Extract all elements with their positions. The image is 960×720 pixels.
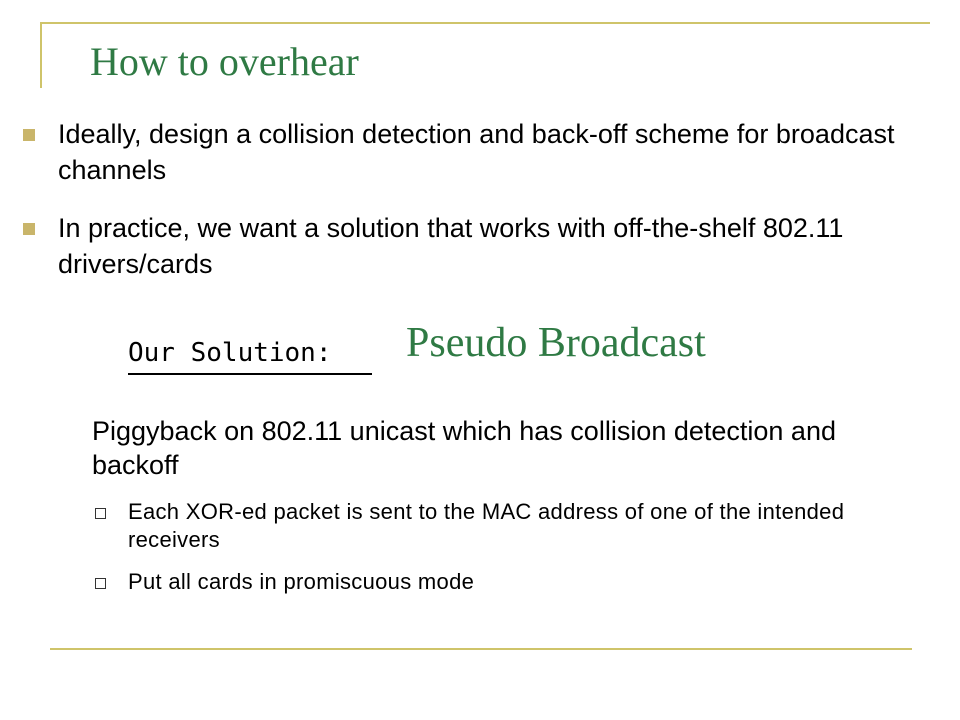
bullet-item [20,210,920,290]
bullet-text: In practice, we want a solution that works with off-the-shelf 802.11 drivers/cards [58,213,844,279]
checkbox-bullet-icon [95,578,106,589]
square-bullet-icon [23,129,35,141]
solution-name: Pseudo Broadcast [406,320,706,366]
slide-title: How to overhear [90,39,359,84]
bullet-item [20,116,920,196]
solution-label: Our Solution: [128,338,332,368]
solution-description: Piggyback on 802.11 unicast which has collision detection and backoff [92,416,836,480]
sub-bullet-item [92,498,912,558]
sub-bullet-text: Put all cards in promiscuous mode [128,569,475,594]
sub-bullet-text: Each XOR-ed packet is sent to the MAC address of one of the intended receivers [128,499,845,552]
bullet-text: Ideally, design a collision detection and back-off scheme for broadcast channels [58,119,895,185]
left-rule [40,22,42,88]
checkbox-bullet-icon [95,508,106,519]
square-bullet-icon [23,223,35,235]
top-rule [40,22,930,24]
solution-label-underline [128,373,372,375]
sub-bullet-item [92,568,912,598]
bottom-rule [50,648,912,650]
